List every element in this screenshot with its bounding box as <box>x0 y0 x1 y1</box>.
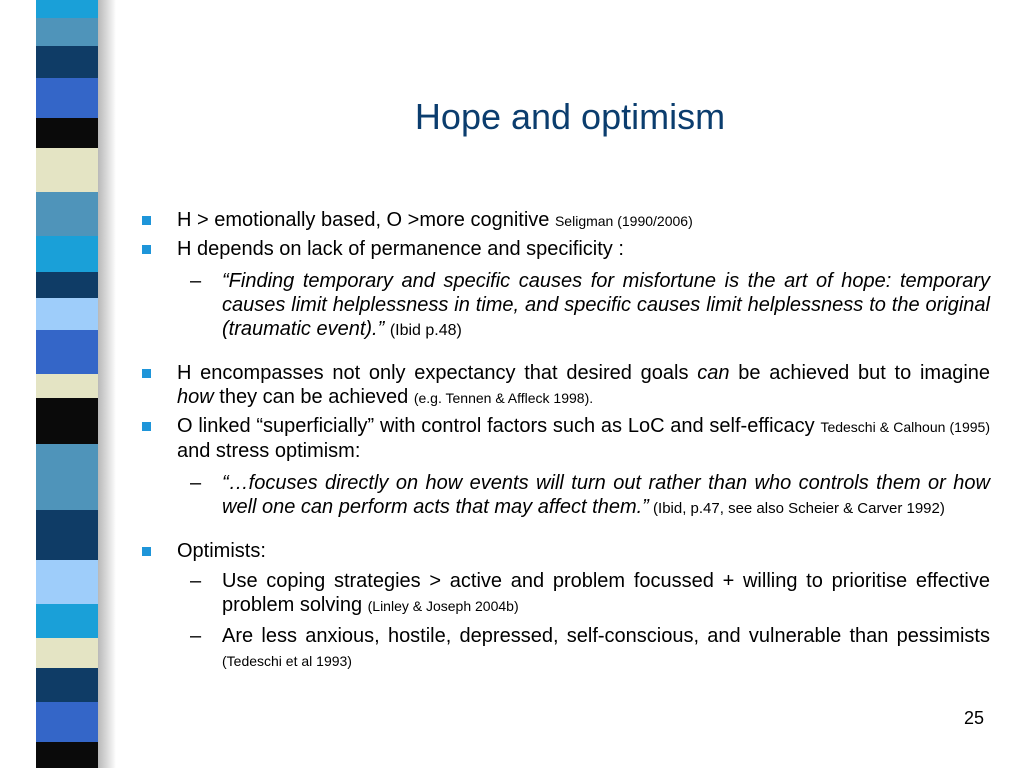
stripe-segment <box>36 192 98 236</box>
stripe-segment-inner <box>42 374 92 398</box>
bullet-4 <box>140 414 990 463</box>
stripe-segment-inner <box>42 638 92 668</box>
bullet-3-emphasis-can: can <box>697 362 730 384</box>
stripe-segment <box>36 374 98 398</box>
bullet-1 <box>140 208 990 233</box>
square-bullet-icon <box>142 422 151 431</box>
bullet-5-sub-2-citation: (Tedeschi et al 1993) <box>222 653 352 669</box>
dash-icon: – <box>190 570 202 592</box>
stripe-segment-inner <box>42 298 92 330</box>
stripe-segment <box>36 118 98 148</box>
bullet-2-quote <box>140 269 990 343</box>
bullet-3-text-c: they can be achieved <box>213 386 414 408</box>
stripe-segment <box>36 702 98 742</box>
stripe-segment <box>36 236 98 272</box>
stripe-segment-inner <box>42 444 92 510</box>
stripe-segment <box>36 604 98 638</box>
stripe-segment <box>36 638 98 668</box>
stripe-segment <box>36 742 98 768</box>
bullet-1-citation: Seligman (1990/2006) <box>554 213 693 229</box>
page-number: 25 <box>964 708 985 728</box>
stripe-segment-inner <box>42 192 92 236</box>
dash-icon: – <box>190 270 202 292</box>
stripe-segment <box>36 330 98 374</box>
dash-icon: – <box>190 472 202 494</box>
stripe-segment-inner <box>42 560 92 604</box>
bullet-5-sub-2-text: Are less anxious, hostile, depressed, self-conscious, and vulnerable than pessimists <box>222 625 990 647</box>
bullet-5 <box>140 539 990 563</box>
stripe-segment <box>36 272 98 298</box>
stripe-segment-inner <box>42 0 92 18</box>
slide-title: Hope and optimism <box>414 96 726 137</box>
stripe-segment-inner <box>42 272 92 298</box>
stripe-segment <box>36 18 98 46</box>
square-bullet-icon <box>142 547 151 556</box>
stripe-segment <box>36 0 98 18</box>
stripe-segment <box>36 148 98 192</box>
stripe-segment-inner <box>42 148 92 192</box>
stripe-segment <box>36 78 98 118</box>
slide-body <box>140 208 990 673</box>
square-bullet-icon <box>142 369 151 378</box>
bullet-2-quote-text: “Finding temporary and specific causes for misfortune is the art of hope: temporary causes limit helplessness in time, and specific causes limit helplessness to the original (traumatic event).” <box>222 270 990 340</box>
square-bullet-icon <box>142 216 151 225</box>
stripe-segment-inner <box>42 236 92 272</box>
stripe-segment <box>36 510 98 560</box>
stripe-segment-inner <box>42 668 92 702</box>
stripe-segment-inner <box>42 46 92 78</box>
bullet-1-text: H > emotionally based, O >more cognitive <box>177 209 555 231</box>
stripe-segment-inner <box>42 330 92 374</box>
stripe-segment <box>36 46 98 78</box>
dash-icon: – <box>190 625 202 647</box>
bullet-2 <box>140 237 990 261</box>
bullet-3 <box>140 361 990 410</box>
stripe-segment <box>36 560 98 604</box>
stripe-segment-inner <box>42 78 92 118</box>
stripe-segment-inner <box>42 398 92 444</box>
bullet-5-sub-1-citation: (Linley & Joseph 2004b) <box>367 598 519 614</box>
stripe-segment-inner <box>42 510 92 560</box>
bullet-4-text-b: and stress optimism: <box>177 440 361 462</box>
stripe-segment-inner <box>42 604 92 638</box>
stripe-segment-inner <box>42 702 92 742</box>
stripe-segment-inner <box>42 742 92 768</box>
bullet-3-text-b: be achieved but to imagine <box>729 362 991 384</box>
stripe-segment <box>36 398 98 444</box>
bullet-3-text-a: H encompasses not only expectancy that desired goals <box>177 362 698 384</box>
square-bullet-icon <box>142 245 151 254</box>
bullet-4-quote-text: “…focuses directly on how events will turn out rather than who controls them or how well one can perform acts that may affect them.” <box>222 472 990 518</box>
bullet-5-sub-2 <box>140 624 990 673</box>
stripe-segment-inner <box>42 118 92 148</box>
stripe-segment <box>36 444 98 510</box>
stripe-shadow <box>98 0 116 768</box>
bullet-3-citation: (e.g. Tennen & Affleck 1998). <box>413 390 594 406</box>
bullet-2-quote-citation: (Ibid p.48) <box>389 322 462 339</box>
decorative-stripe-bar <box>36 0 98 768</box>
stripe-segment <box>36 668 98 702</box>
bullet-4-text-a: O linked “superficially” with control factors such as LoC and self-efficacy <box>177 415 821 437</box>
stripe-segment <box>36 298 98 330</box>
bullet-5-sub-1 <box>140 569 990 618</box>
bullet-2-text: H depends on lack of permanence and specificity : <box>177 238 624 260</box>
bullet-4-quote <box>140 471 990 521</box>
bullet-5-text: Optimists: <box>177 540 266 562</box>
bullet-5-sub-1-text: Use coping strategies > active and problem focussed + willing to prioritise effective problem solving <box>222 570 990 616</box>
stripe-segment-inner <box>42 18 92 46</box>
bullet-3-emphasis-how: how <box>177 386 214 408</box>
bullet-4-quote-citation: (Ibid, p.47, see also Scheier & Carver 1992) <box>648 500 945 517</box>
bullet-4-citation: Tedeschi & Calhoun (1995) <box>820 419 990 435</box>
